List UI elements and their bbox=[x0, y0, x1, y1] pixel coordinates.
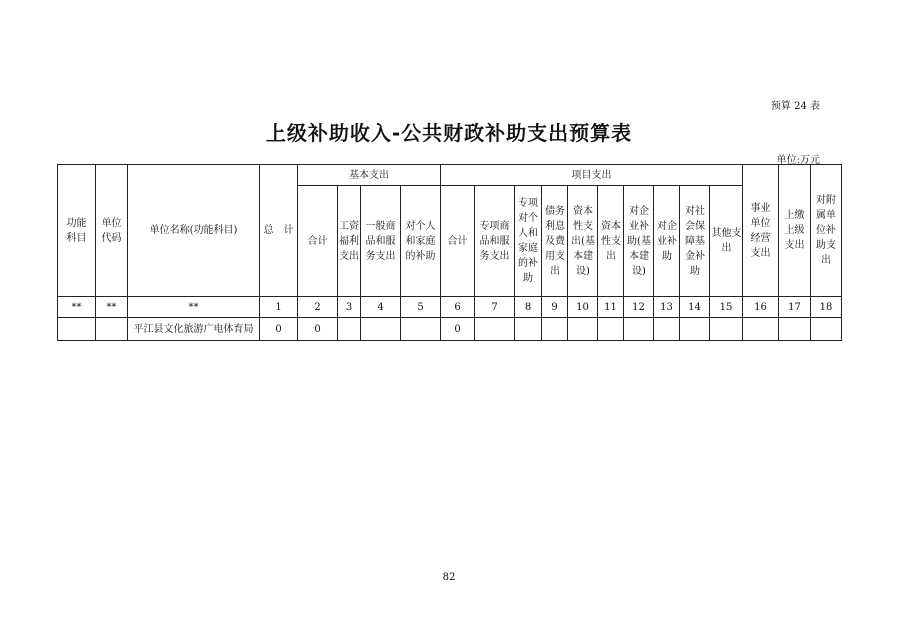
header-basic-sum: 合计 bbox=[298, 186, 338, 297]
header-capital: 资本性支出 bbox=[598, 186, 624, 297]
column-index-cell: 16 bbox=[743, 297, 779, 318]
cell-individuals bbox=[401, 318, 441, 341]
column-index-cell: 12 bbox=[624, 297, 654, 318]
column-index-cell: 3 bbox=[338, 297, 361, 318]
column-index-cell: 17 bbox=[779, 297, 811, 318]
column-index-cell: ** bbox=[128, 297, 260, 318]
cell-business bbox=[743, 318, 779, 341]
column-index-cell: ** bbox=[58, 297, 96, 318]
cell-enterprise-infra bbox=[624, 318, 654, 341]
cell-upper bbox=[779, 318, 811, 341]
header-salary: 工资福利支出 bbox=[338, 186, 361, 297]
cell-affiliated bbox=[811, 318, 842, 341]
header-social-security: 对社会保障基金补助 bbox=[680, 186, 710, 297]
column-index-cell: 15 bbox=[710, 297, 743, 318]
budget-table bbox=[57, 164, 842, 341]
column-index-cell: 11 bbox=[598, 297, 624, 318]
header-basic-group: 基本支出 bbox=[298, 165, 441, 186]
header-enterprise-infra: 对企业补助(基本建设) bbox=[624, 186, 654, 297]
cell-func-code bbox=[58, 318, 96, 341]
header-enterprise: 对企业补助 bbox=[654, 186, 680, 297]
header-special-goods: 专项商品和服务支出 bbox=[475, 186, 515, 297]
header-capital-infra: 资本性支出(基本建设) bbox=[568, 186, 598, 297]
header-project-sum: 合计 bbox=[441, 186, 475, 297]
header-project-group: 项目支出 bbox=[441, 165, 743, 186]
cell-goods-services bbox=[361, 318, 401, 341]
column-index-row bbox=[58, 297, 842, 318]
cell-capital bbox=[598, 318, 624, 341]
column-index-cell: 1 bbox=[260, 297, 298, 318]
header-upper: 上缴上级支出 bbox=[779, 165, 811, 297]
cell-special-individuals bbox=[515, 318, 542, 341]
header-func-code: 功能科目 bbox=[58, 165, 96, 297]
column-index-cell: 2 bbox=[298, 297, 338, 318]
column-index-cell: 8 bbox=[515, 297, 542, 318]
cell-social-security bbox=[680, 318, 710, 341]
form-number: 预算 24 表 bbox=[770, 101, 820, 112]
column-index-cell: 7 bbox=[475, 297, 515, 318]
cell-capital-infra bbox=[568, 318, 598, 341]
table-row bbox=[58, 318, 842, 341]
page-title: 上级补助收入-公共财政补助支出预算表 bbox=[265, 121, 633, 145]
cell-unit-name: 平江县文化旅游广电体育局 bbox=[128, 318, 260, 341]
cell-total: 0 bbox=[260, 318, 298, 341]
header-goods-services: 一般商品和服务支出 bbox=[361, 186, 401, 297]
column-index-cell: 18 bbox=[811, 297, 842, 318]
header-other: 其他支出 bbox=[710, 186, 743, 297]
header-individuals: 对个人和家庭的补助 bbox=[401, 186, 441, 297]
header-debt-interest: 债务利息及费用支出 bbox=[542, 186, 568, 297]
column-index-cell: 5 bbox=[401, 297, 441, 318]
header-unit-name: 单位名称(功能科目) bbox=[128, 165, 260, 297]
header-business: 事业单位经营支出 bbox=[743, 165, 779, 297]
column-index-cell: 9 bbox=[542, 297, 568, 318]
cell-basic-sum: 0 bbox=[298, 318, 338, 341]
cell-special-goods bbox=[475, 318, 515, 341]
cell-project-sum: 0 bbox=[441, 318, 475, 341]
column-index-cell: 4 bbox=[361, 297, 401, 318]
column-index-cell: 10 bbox=[568, 297, 598, 318]
column-index-cell: 6 bbox=[441, 297, 475, 318]
header-total: 总 计 bbox=[260, 165, 298, 297]
header-unit-code: 单位代码 bbox=[96, 165, 128, 297]
cell-debt-interest bbox=[542, 318, 568, 341]
cell-enterprise bbox=[654, 318, 680, 341]
header-affiliated: 对附属单位补助支出 bbox=[811, 165, 842, 297]
cell-unit-code bbox=[96, 318, 128, 341]
cell-salary bbox=[338, 318, 361, 341]
column-index-cell: 13 bbox=[654, 297, 680, 318]
unit-label: 单位:万元 bbox=[776, 155, 820, 166]
header-row-groups bbox=[58, 165, 842, 186]
column-index-cell: 14 bbox=[680, 297, 710, 318]
page-number: 82 bbox=[442, 572, 456, 583]
cell-other bbox=[710, 318, 743, 341]
column-index-cell: ** bbox=[96, 297, 128, 318]
header-special-individuals: 专项对个人和家庭的补助 bbox=[515, 186, 542, 297]
